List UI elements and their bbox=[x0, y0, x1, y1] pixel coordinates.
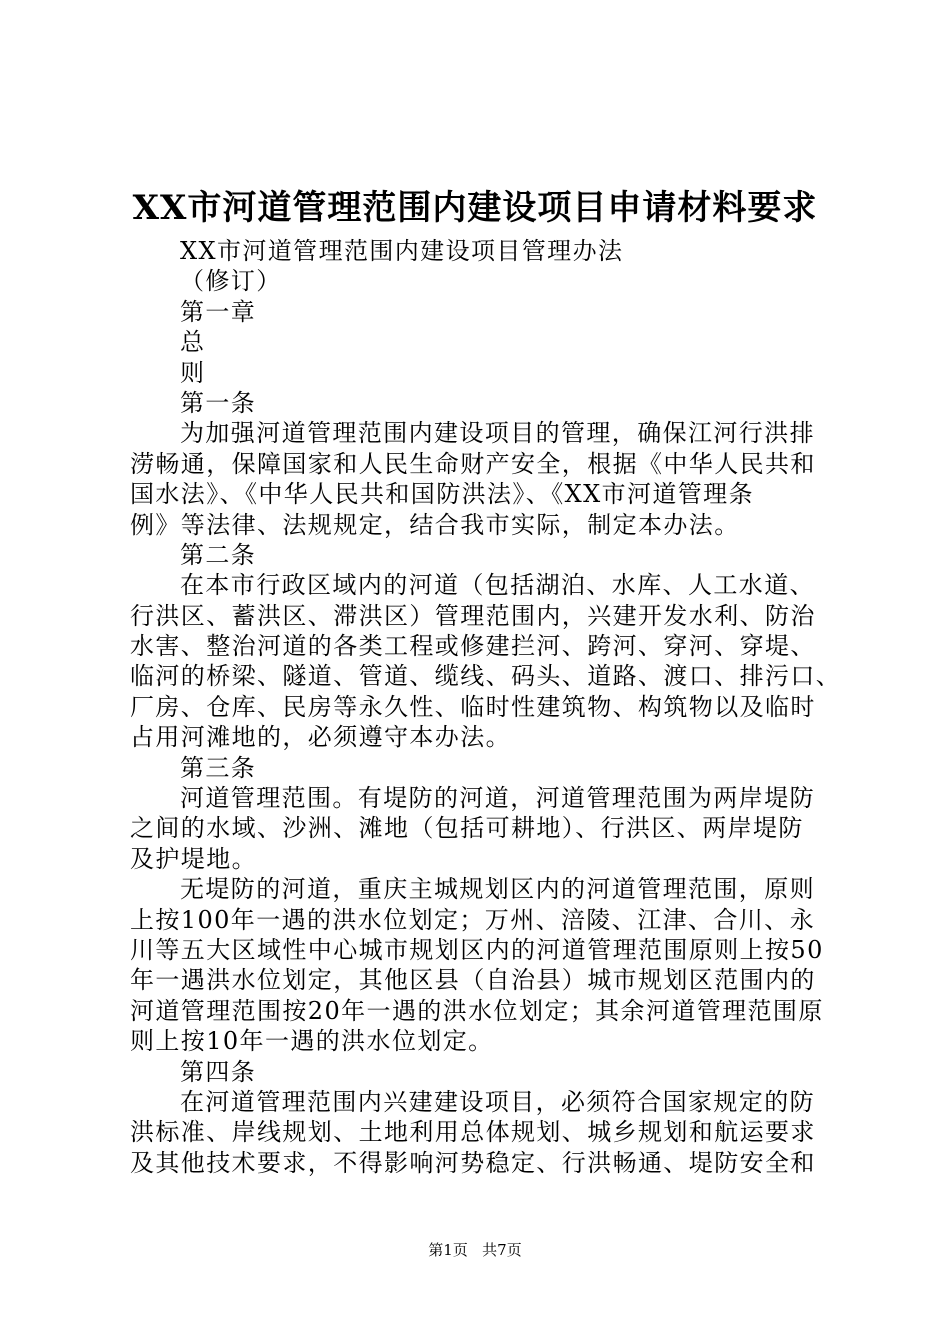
chapter-heading: 第一章 bbox=[180, 297, 257, 326]
subtitle-line: XX市河道管理范围内建设项目管理办法 bbox=[180, 237, 624, 265]
paragraph-line: 例》等法律、法规规定，结合我市实际，制定本办法。 bbox=[130, 510, 740, 539]
page-number: 第1页 bbox=[428, 1241, 468, 1259]
document-body bbox=[130, 236, 842, 1178]
paragraph-line: 无堤防的河道，重庆主城规划区内的河道管理范围，原则 bbox=[180, 875, 815, 904]
document-title: XX市河道管理范围内建设项目申请材料要求 bbox=[132, 188, 818, 228]
paragraph-line: 则上按10年一遇的洪水位划定。 bbox=[130, 1027, 494, 1056]
paragraph-line: 及护堤地。 bbox=[130, 844, 257, 873]
paragraph-line: 在本市行政区域内的河道（包括湖泊、水库、人工水道、 bbox=[180, 571, 815, 600]
paragraph-line: 行洪区、蓄洪区、滞洪区）管理范围内，兴建开发水利、防治 bbox=[130, 601, 816, 630]
page-total: 共7页 bbox=[482, 1241, 522, 1259]
chapter-title-part: 则 bbox=[180, 358, 206, 387]
paragraph-line: 为加强河道管理范围内建设项目的管理，确保江河行洪排 bbox=[180, 419, 815, 448]
paragraph-line: 占用河滩地的，必须遵守本办法。 bbox=[130, 723, 511, 752]
revision-note: （修订） bbox=[180, 267, 282, 296]
paragraph-line: 之间的水域、沙洲、滩地（包括可耕地）、行洪区、两岸堤防 bbox=[130, 814, 804, 843]
article-heading: 第三条 bbox=[180, 753, 257, 782]
paragraph-line: 及其他技术要求，不得影响河势稳定、行洪畅通、堤防安全和 bbox=[130, 1148, 816, 1177]
paragraph-line: 厂房、仓库、民房等永久性、临时性建筑物、构筑物以及临时 bbox=[130, 692, 816, 721]
paragraph-line: 川等五大区域性中心城市规划区内的河道管理范围原则上按50 bbox=[130, 935, 824, 964]
paragraph-line: 河道管理范围按20年一遇的洪水位划定；其余河道管理范围原 bbox=[130, 996, 824, 1025]
paragraph-line: 临河的桥梁、隧道、管道、缆线、码头、道路、渡口、排污口、 bbox=[130, 662, 842, 691]
paragraph-line: 年一遇洪水位划定，其他区县（自治县）城市规划区范围内的 bbox=[130, 966, 816, 995]
article-heading: 第四条 bbox=[180, 1057, 257, 1086]
paragraph-line: 在河道管理范围内兴建建设项目，必须符合国家规定的防 bbox=[180, 1087, 815, 1116]
article-heading: 第二条 bbox=[180, 540, 257, 569]
paragraph-line: 国水法》、《中华人民共和国防洪法》、《XX市河道管理条 bbox=[130, 480, 754, 509]
paragraph-line: 水害、整治河道的各类工程或修建拦河、跨河、穿河、穿堤、 bbox=[130, 632, 816, 661]
page-separator bbox=[473, 1241, 478, 1259]
article-heading: 第一条 bbox=[180, 388, 257, 417]
paragraph-line: 涝畅通，保障国家和人民生命财产安全，根据《中华人民共和 bbox=[130, 449, 816, 478]
paragraph-line: 洪标准、岸线规划、土地利用总体规划、城乡规划和航运要求 bbox=[130, 1118, 816, 1147]
chapter-title-part: 总 bbox=[180, 328, 206, 357]
page-footer bbox=[0, 1240, 950, 1260]
paragraph-line: 河道管理范围。有堤防的河道，河道管理范围为两岸堤防 bbox=[180, 784, 815, 813]
paragraph-line: 上按100年一遇的洪水位划定；万州、涪陵、江津、合川、永 bbox=[130, 905, 816, 934]
